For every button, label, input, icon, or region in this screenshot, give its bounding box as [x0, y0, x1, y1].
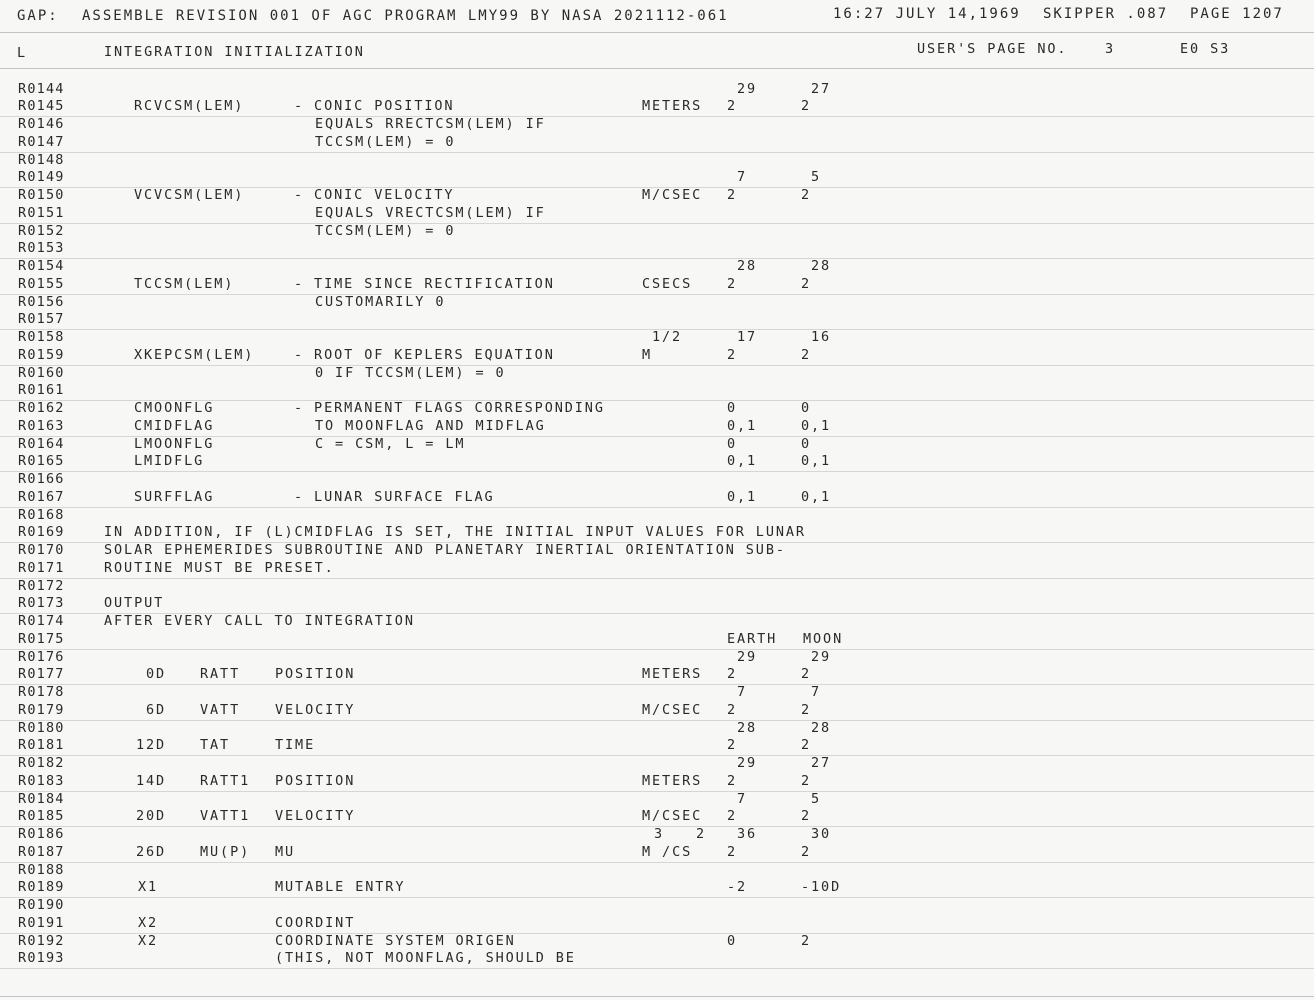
listing-text: 2	[801, 666, 812, 682]
listing-text: 2	[727, 773, 738, 789]
listing-text: SOLAR EPHEMERIDES SUBROUTINE AND PLANETARY INERTIAL ORIENTATION SUB-	[104, 542, 786, 558]
line-number: R0171	[18, 560, 65, 576]
listing-text: TAT	[200, 737, 231, 753]
line-number: R0173	[18, 595, 65, 611]
paper-rule	[0, 791, 1314, 792]
listing-text: 6D	[146, 702, 167, 718]
listing-text: 2	[696, 826, 707, 842]
listing-text: MU(P)	[200, 844, 251, 860]
listing-text: 2	[801, 808, 812, 824]
listing-text: ROUTINE MUST BE PRESET.	[104, 560, 335, 576]
listing-text: AFTER EVERY CALL TO INTEGRATION	[104, 613, 415, 629]
paper-rule	[0, 471, 1314, 472]
header-assemble: ASSEMBLE REVISION 001 OF AGC PROGRAM LMY99 BY NASA 2021112-061	[82, 8, 729, 24]
paper-rule	[0, 258, 1314, 259]
listing-text: VELOCITY	[275, 702, 356, 718]
listing-text: XKEPCSM(LEM)	[134, 347, 255, 363]
listing-text: 0	[727, 400, 738, 416]
listing-text: MOON	[803, 631, 844, 647]
listing-text: CMIDFLAG	[134, 418, 215, 434]
line-number: R0146	[18, 116, 65, 132]
listing-text: EARTH	[727, 631, 778, 647]
listing-text: 5	[811, 169, 822, 185]
line-number: R0170	[18, 542, 65, 558]
listing-text: 29	[737, 755, 758, 771]
listing-text: CUSTOMARILY 0	[315, 294, 446, 310]
header-skipper: SKIPPER .087	[1043, 6, 1169, 22]
listing-text: SURFFLAG	[134, 489, 215, 505]
paper-rule	[0, 507, 1314, 508]
listing-text: 36	[737, 826, 758, 842]
listing-text: RATT	[200, 666, 241, 682]
listing-text: 0D	[146, 666, 167, 682]
listing-text: 5	[811, 791, 822, 807]
paper-rule	[0, 68, 1314, 69]
line-number: R0162	[18, 400, 65, 416]
line-number: R0191	[18, 915, 65, 931]
listing-text: 7	[737, 791, 748, 807]
paper-rule	[0, 684, 1314, 685]
line-number: R0188	[18, 862, 65, 878]
listing-text: - PERMANENT FLAGS CORRESPONDING	[294, 400, 605, 416]
listing-text: 0,1	[801, 418, 832, 434]
listing-text: - LUNAR SURFACE FLAG	[294, 489, 495, 505]
listing-text: 0,1	[727, 418, 758, 434]
paper-rule	[0, 223, 1314, 224]
line-number: R0180	[18, 720, 65, 736]
listing-text: METERS	[642, 98, 703, 114]
listing-text: MUTABLE ENTRY	[275, 879, 406, 895]
listing-text: VATT	[200, 702, 241, 718]
paper-rule	[0, 294, 1314, 295]
header-datetime: 16:27 JULY 14,1969	[833, 6, 1021, 22]
line-number: R0183	[18, 773, 65, 789]
line-number: R0155	[18, 276, 65, 292]
listing-text: MU	[275, 844, 296, 860]
line-number: R0152	[18, 223, 65, 239]
listing-text: POSITION	[275, 773, 356, 789]
listing-text: 2	[801, 347, 812, 363]
listing-text: M/CSEC	[642, 808, 703, 824]
listing-text: - ROOT OF KEPLERS EQUATION	[294, 347, 555, 363]
listing-text: IN ADDITION, IF (L)CMIDFLAG IS SET, THE INITIAL INPUT VALUES FOR LUNAR	[104, 524, 806, 540]
line-number: R0185	[18, 808, 65, 824]
line-number: R0157	[18, 311, 65, 327]
listing-text: 0	[727, 933, 738, 949]
listing-text: 12D	[136, 737, 167, 753]
listing-text: EQUALS VRECTCSM(LEM) IF	[315, 205, 546, 221]
line-number: R0177	[18, 666, 65, 682]
listing-text: OUTPUT	[104, 595, 165, 611]
line-number: R0178	[18, 684, 65, 700]
line-number: R0147	[18, 134, 65, 150]
listing-text: 28	[737, 258, 758, 274]
listing-text: 2	[727, 276, 738, 292]
line-number: R0153	[18, 240, 65, 256]
paper-rule	[0, 968, 1314, 969]
listing-text: 28	[811, 258, 832, 274]
listing-text: M/CSEC	[642, 187, 703, 203]
line-number: R0167	[18, 489, 65, 505]
listing-text: 27	[811, 81, 832, 97]
section-code: E0 S3	[1180, 41, 1231, 57]
listing-text: TIME	[275, 737, 316, 753]
line-number: R0149	[18, 169, 65, 185]
subheader-l: L	[17, 45, 28, 61]
paper-rule	[0, 897, 1314, 898]
listing-text: 2	[727, 737, 738, 753]
listing-text: C = CSM, L = LM	[315, 436, 466, 452]
line-number: R0193	[18, 950, 65, 966]
listing-text: - CONIC POSITION	[294, 98, 455, 114]
listing-text: 14D	[136, 773, 167, 789]
listing-text: RATT1	[200, 773, 251, 789]
listing-text: VCVCSM(LEM)	[134, 187, 245, 203]
listing-text: COORDINATE SYSTEM ORIGEN	[275, 933, 516, 949]
line-number: R0145	[18, 98, 65, 114]
listing-text: 7	[737, 684, 748, 700]
paper-rule	[0, 32, 1314, 33]
line-number: R0176	[18, 649, 65, 665]
line-number: R0165	[18, 453, 65, 469]
section-title: INTEGRATION INITIALIZATION	[104, 44, 365, 60]
listing-text: 2	[727, 187, 738, 203]
listing-text: 0	[727, 436, 738, 452]
listing-text: 29	[737, 649, 758, 665]
listing-text: CMOONFLG	[134, 400, 215, 416]
listing-text: LMIDFLG	[134, 453, 205, 469]
paper-rule	[0, 116, 1314, 117]
paper-rule	[0, 578, 1314, 579]
listing-text: 2	[801, 702, 812, 718]
user-page-label: USER'S PAGE NO.	[917, 41, 1068, 57]
line-number: R0182	[18, 755, 65, 771]
listing-text: 28	[737, 720, 758, 736]
paper-rule	[0, 365, 1314, 366]
line-number: R0161	[18, 382, 65, 398]
line-number: R0190	[18, 897, 65, 913]
listing-text: 2	[727, 666, 738, 682]
listing-text: 2	[727, 98, 738, 114]
line-number: R0189	[18, 879, 65, 895]
line-number: R0184	[18, 791, 65, 807]
listing-text: 7	[811, 684, 822, 700]
listing-text: 0,1	[801, 489, 832, 505]
line-number: R0164	[18, 436, 65, 452]
listing-text: (THIS, NOT MOONFLAG, SHOULD BE	[275, 950, 576, 966]
line-number: R0166	[18, 471, 65, 487]
paper-rule	[0, 720, 1314, 721]
listing-text: 1/2	[652, 329, 683, 345]
user-page-number: 3	[1105, 41, 1116, 57]
line-number: R0186	[18, 826, 65, 842]
listing-text: 27	[811, 755, 832, 771]
listing-text: X1	[138, 879, 159, 895]
line-number: R0175	[18, 631, 65, 647]
line-number: R0158	[18, 329, 65, 345]
line-number: R0172	[18, 578, 65, 594]
listing-text: 26D	[136, 844, 167, 860]
listing-text: 0	[801, 436, 812, 452]
listing-text: X2	[138, 915, 159, 931]
listing-text: 2	[801, 773, 812, 789]
listing-text: 17	[737, 329, 758, 345]
line-number: R0192	[18, 933, 65, 949]
listing-text: 30	[811, 826, 832, 842]
listing-text: POSITION	[275, 666, 356, 682]
listing-text: COORDINT	[275, 915, 356, 931]
listing-text: TO MOONFLAG AND MIDFLAG	[315, 418, 546, 434]
listing-text: METERS	[642, 773, 703, 789]
listing-text: - TIME SINCE RECTIFICATION	[294, 276, 555, 292]
listing-text: M /CS	[642, 844, 693, 860]
paper-rule	[0, 996, 1314, 997]
listing-text: 2	[801, 933, 812, 949]
listing-text: 0 IF TCCSM(LEM) = 0	[315, 365, 506, 381]
listing-text: 20D	[136, 808, 167, 824]
line-number: R0187	[18, 844, 65, 860]
listing-text: METERS	[642, 666, 703, 682]
listing-text: 29	[737, 81, 758, 97]
paper-rule	[0, 755, 1314, 756]
line-number: R0169	[18, 524, 65, 540]
listing-text: TCCSM(LEM)	[134, 276, 235, 292]
listing-text: VELOCITY	[275, 808, 356, 824]
listing-text: TCCSM(LEM) = 0	[315, 134, 456, 150]
listing-text: X2	[138, 933, 159, 949]
listing-text: 2	[801, 187, 812, 203]
listing-text: 2	[727, 844, 738, 860]
listing-text: 2	[727, 702, 738, 718]
listing-text: 29	[811, 649, 832, 665]
line-number: R0179	[18, 702, 65, 718]
header-gap: GAP:	[17, 8, 59, 24]
listing-text: 2	[801, 276, 812, 292]
line-number: R0168	[18, 507, 65, 523]
listing-text: -10D	[801, 879, 842, 895]
listing-text: RCVCSM(LEM)	[134, 98, 245, 114]
listing-text: M	[642, 347, 653, 363]
line-number: R0148	[18, 152, 65, 168]
line-number: R0163	[18, 418, 65, 434]
listing-text: -2	[727, 879, 748, 895]
listing-text: 0,1	[727, 453, 758, 469]
listing-text: TCCSM(LEM) = 0	[315, 223, 456, 239]
line-number: R0160	[18, 365, 65, 381]
header-page: PAGE 1207	[1190, 6, 1284, 22]
listing-text: 0,1	[727, 489, 758, 505]
line-number: R0159	[18, 347, 65, 363]
listing-text: EQUALS RRECTCSM(LEM) IF	[315, 116, 546, 132]
line-number: R0144	[18, 81, 65, 97]
listing-text: LMOONFLG	[134, 436, 215, 452]
paper-rule	[0, 152, 1314, 153]
listing-text: 2	[727, 347, 738, 363]
listing-text: 2	[801, 737, 812, 753]
listing-text: VATT1	[200, 808, 251, 824]
listing-text: 7	[737, 169, 748, 185]
listing-text: M/CSEC	[642, 702, 703, 718]
listing-text: 3	[654, 826, 665, 842]
listing-text: 0,1	[801, 453, 832, 469]
line-number: R0174	[18, 613, 65, 629]
paper-rule	[0, 933, 1314, 934]
listing-text: 2	[727, 808, 738, 824]
listing-text: 2	[801, 844, 812, 860]
line-number: R0154	[18, 258, 65, 274]
line-number: R0151	[18, 205, 65, 221]
listing-text: 16	[811, 329, 832, 345]
line-number: R0156	[18, 294, 65, 310]
paper-rule	[0, 862, 1314, 863]
listing-text: - CONIC VELOCITY	[294, 187, 455, 203]
listing-text: 2	[801, 98, 812, 114]
listing-text: 0	[801, 400, 812, 416]
line-number: R0181	[18, 737, 65, 753]
paper-rule	[0, 649, 1314, 650]
listing-text: 28	[811, 720, 832, 736]
line-number: R0150	[18, 187, 65, 203]
listing-text: CSECS	[642, 276, 693, 292]
